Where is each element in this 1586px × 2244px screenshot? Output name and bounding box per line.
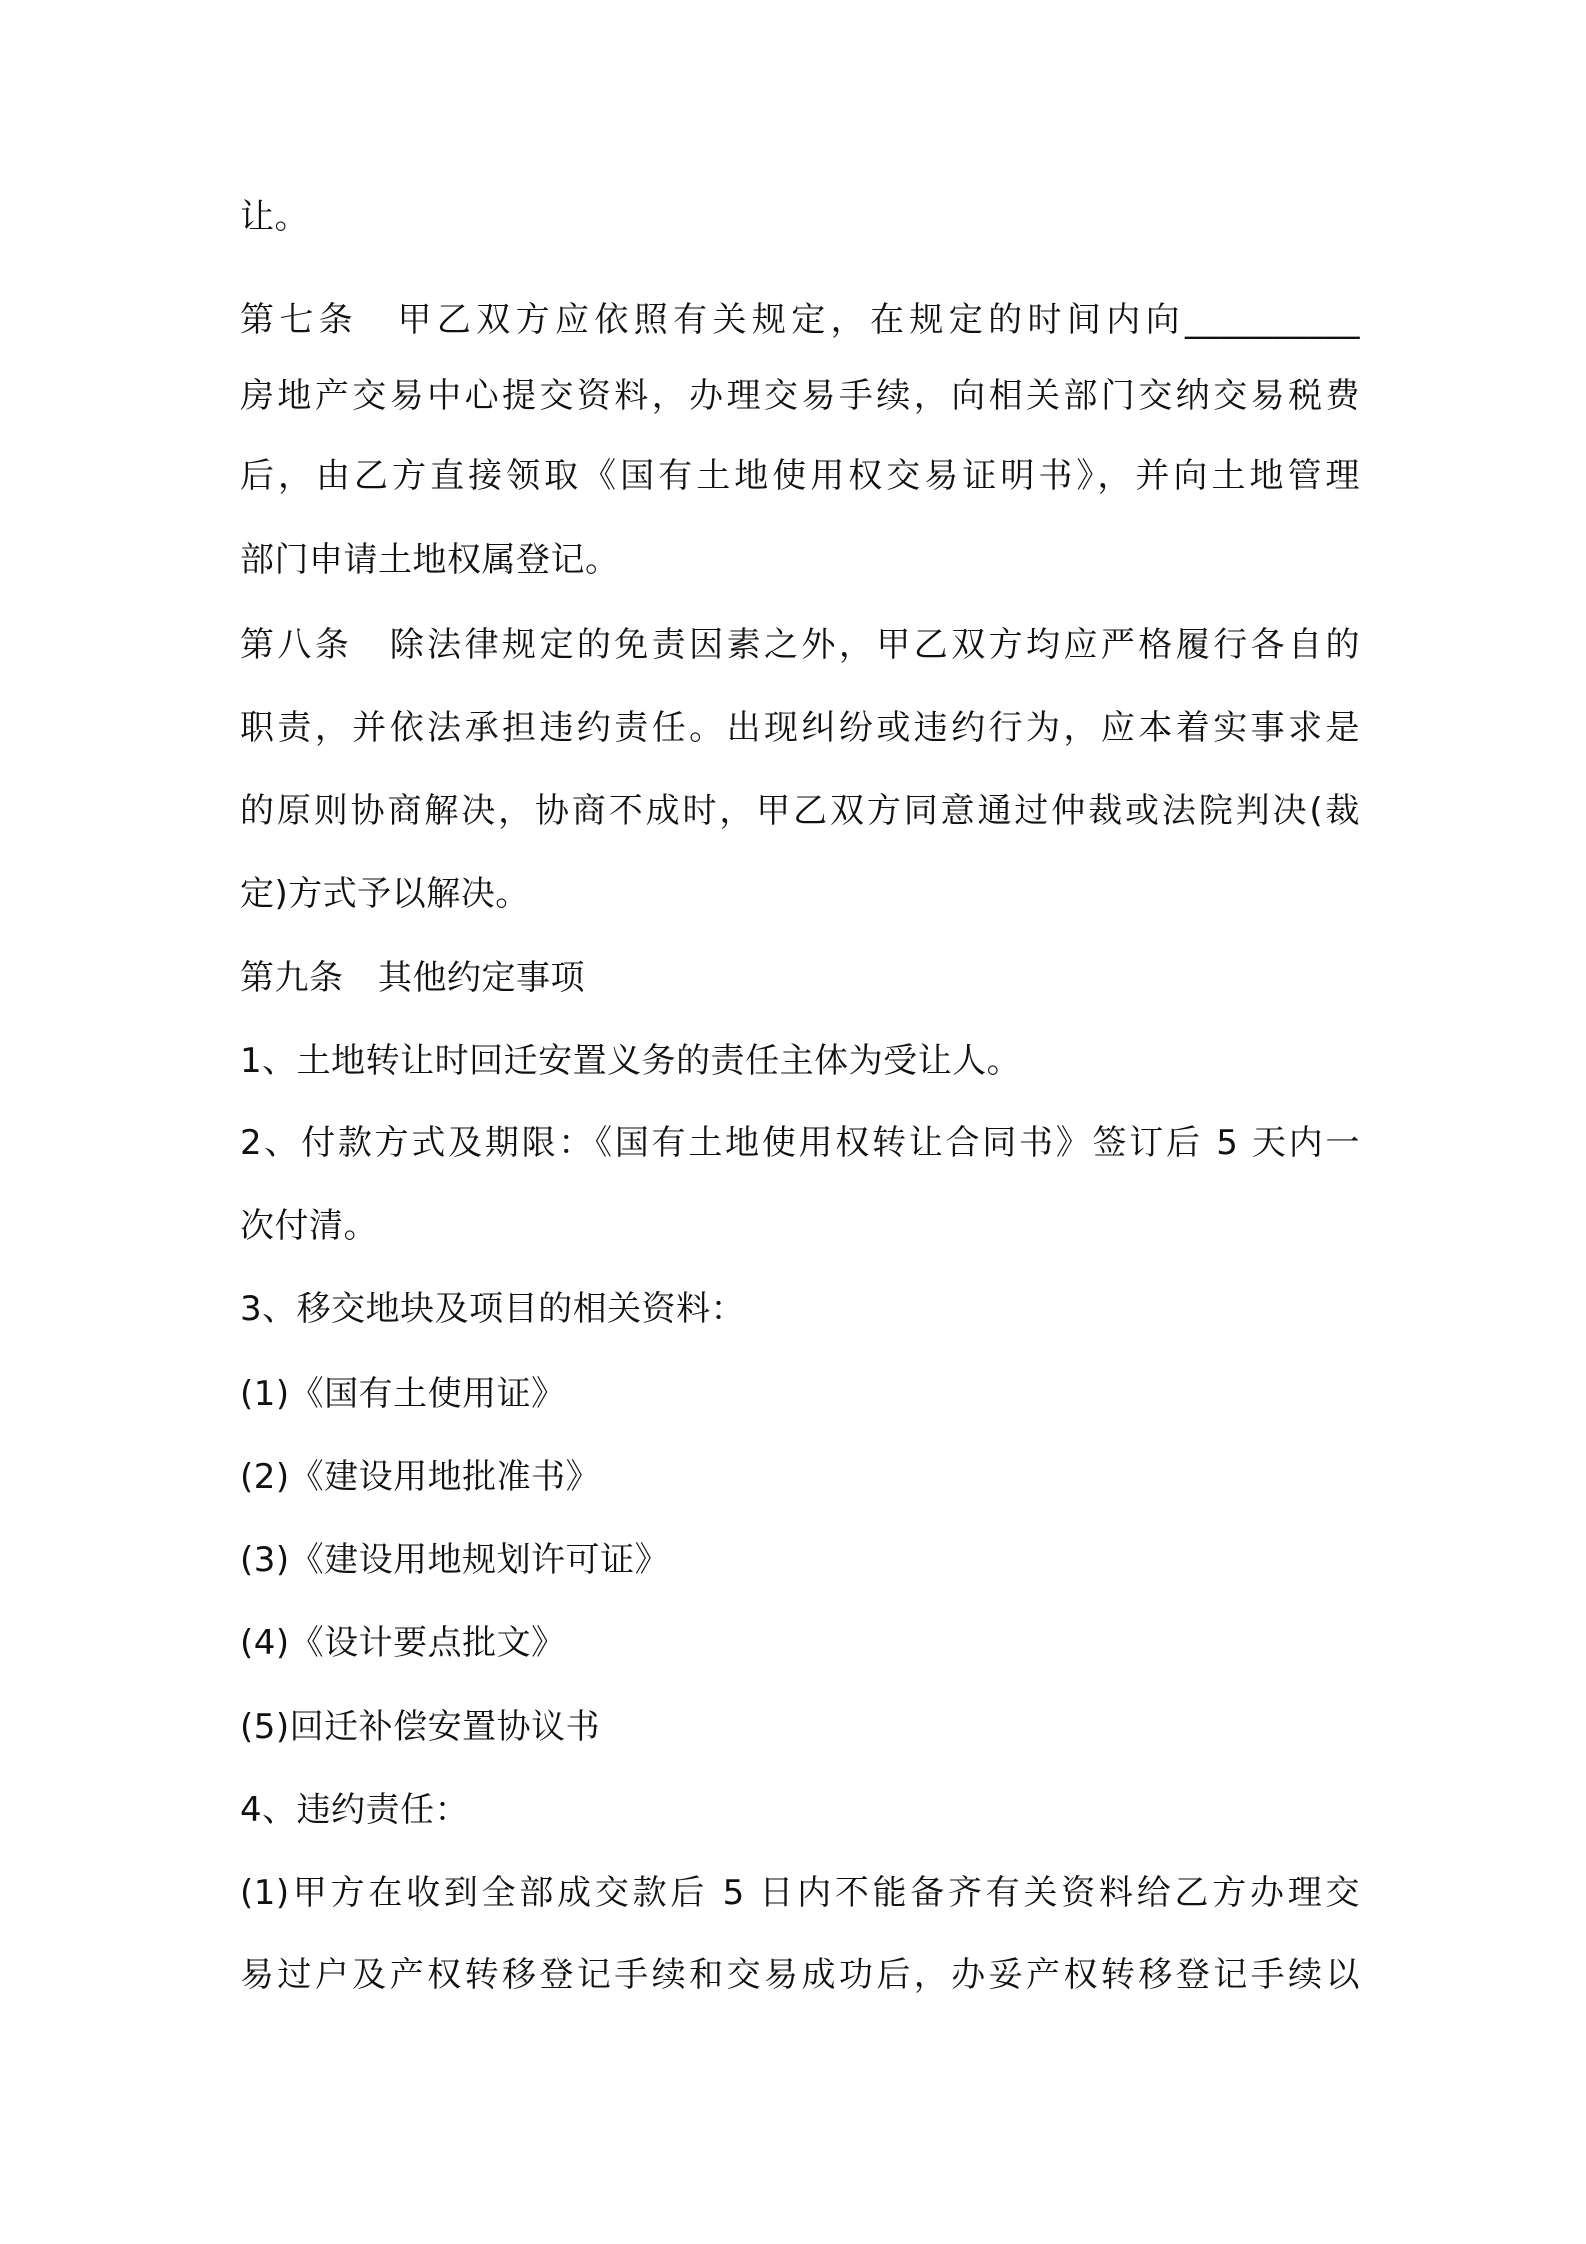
text-line: 让。 [240,197,309,237]
list-item: 3、移交地块及项目的相关资料： [240,1289,746,1329]
list-item: 2、付款方式及期限：《国有土地使用权转让合同书》签订后 5 天内一 [240,1123,1360,1163]
text-line: 定)方式予以解决。 [240,874,530,914]
list-item: (1)甲方在收到全部成交款后 5 日内不能备齐有关资料给乙方办理交 [240,1873,1360,1913]
text-line: 次付清。 [240,1206,378,1246]
article-7-heading-line: 第七条 甲乙双方应依照有关规定，在规定的时间内向__________ [240,300,1360,340]
text-line: 部门申请土地权属登记。 [240,540,620,580]
list-item: (2)《建设用地批准书》 [240,1457,601,1497]
text-line: 房地产交易中心提交资料，办理交易手续，向相关部门交纳交易税费 [240,376,1360,416]
article-8-heading-line: 第八条 除法律规定的免责因素之外，甲乙双方均应严格履行各自的 [240,625,1360,665]
text-line: 易过户及产权转移登记手续和交易成功后，办妥产权转移登记手续以 [240,1955,1360,1995]
list-item: (3)《建设用地规划许可证》 [240,1540,670,1580]
article-9-heading-line: 第九条 其他约定事项 [240,958,585,998]
text-line: 职责，并依法承担违约责任。出现纠纷或违约行为，应本着实事求是 [240,708,1360,748]
list-item: (1)《国有土使用证》 [240,1374,566,1414]
text-line: 的原则协商解决，协商不成时，甲乙双方同意通过仲裁或法院判决(裁 [240,791,1360,831]
list-item: (5)回迁补偿安置协议书 [240,1707,601,1747]
list-item: (4)《设计要点批文》 [240,1623,566,1663]
list-item: 1、土地转让时回迁安置义务的责任主体为受让人。 [240,1041,1022,1081]
text-line: 后，由乙方直接领取《国有土地使用权交易证明书》，并向土地管理 [240,456,1360,496]
list-item: 4、违约责任： [240,1790,470,1830]
